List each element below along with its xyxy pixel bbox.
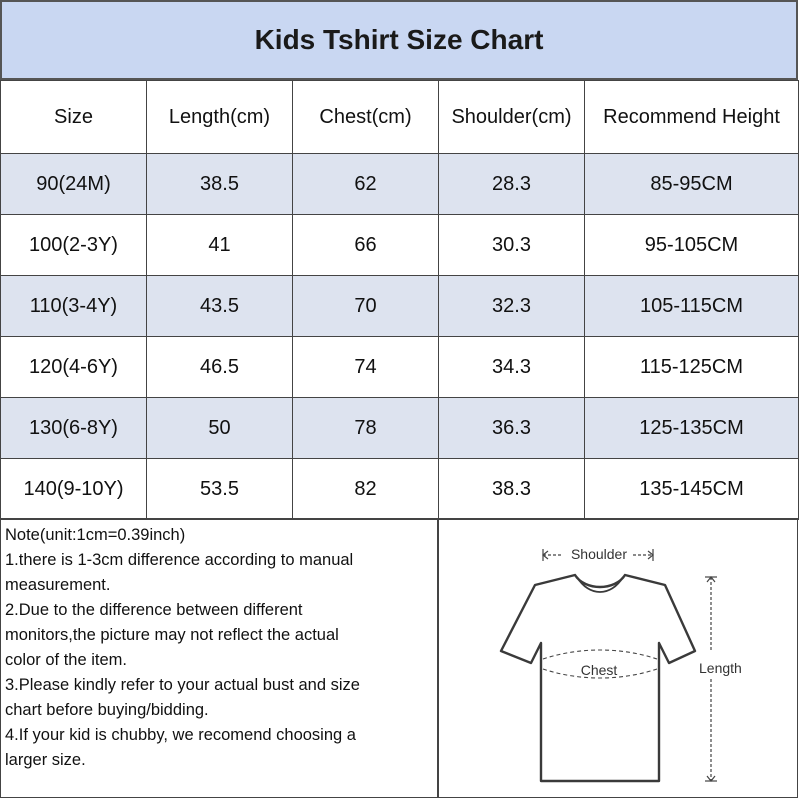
note-line: color of the item. [5,651,127,669]
cell-length: 50 [147,398,293,459]
note-line: measurement. [5,576,111,594]
header-chest: Chest(cm) [293,81,439,154]
cell-height: 85-95CM [585,154,799,215]
notes-heading: Note(unit:1cm=0.39inch) [5,526,186,544]
table-row [1,337,799,398]
cell-size: 100(2-3Y) [1,215,147,276]
table-row [1,276,799,337]
cell-height: 95-105CM [585,215,799,276]
cell-shoulder: 32.3 [439,276,585,337]
cell-shoulder: 30.3 [439,215,585,276]
cell-length: 53.5 [147,459,293,520]
cell-length: 46.5 [147,337,293,398]
shoulder-label: Shoulder [570,546,628,562]
table-row [1,154,799,215]
cell-chest: 74 [293,337,439,398]
cell-length: 38.5 [147,154,293,215]
header-row [1,81,799,154]
cell-height: 105-115CM [585,276,799,337]
note-line: 3.Please kindly refer to your actual bust and size [5,676,360,694]
header-recommend-height: Recommend Height [585,81,799,154]
cell-shoulder: 38.3 [439,459,585,520]
cell-shoulder: 34.3 [439,337,585,398]
note-line: chart before buying/bidding. [5,701,209,719]
cell-chest: 82 [293,459,439,520]
notes-panel [0,518,438,798]
table-row [1,398,799,459]
cell-chest: 62 [293,154,439,215]
cell-shoulder: 36.3 [439,398,585,459]
note-line: 1.there is 1-3cm difference according to manual [5,551,354,569]
cell-chest: 66 [293,215,439,276]
cell-height: 125-135CM [585,398,799,459]
chest-label: Chest [580,662,618,678]
chart-title: Kids Tshirt Size Chart [0,0,798,80]
tshirt-diagram [438,518,798,798]
tshirt-outline [501,575,695,781]
cell-shoulder: 28.3 [439,154,585,215]
cell-chest: 78 [293,398,439,459]
cell-height: 115-125CM [585,337,799,398]
header-length: Length(cm) [147,81,293,154]
table-row [1,215,799,276]
cell-size: 90(24M) [1,154,147,215]
cell-height: 135-145CM [585,459,799,520]
cell-size: 110(3-4Y) [1,276,147,337]
note-line: larger size. [5,751,86,769]
note-line: monitors,the picture may not reflect the actual [5,626,339,644]
table-row [1,459,799,520]
length-measure [705,577,717,781]
header-size: Size [1,81,147,154]
note-line: 4.If your kid is chubby, we recomend choosing a [5,726,356,744]
cell-size: 120(4-6Y) [1,337,147,398]
header-shoulder: Shoulder(cm) [439,81,585,154]
cell-length: 43.5 [147,276,293,337]
tshirt-illustration [439,519,797,797]
size-table [0,80,799,520]
cell-chest: 70 [293,276,439,337]
length-label: Length [699,660,742,676]
cell-size: 140(9-10Y) [1,459,147,520]
cell-length: 41 [147,215,293,276]
cell-size: 130(6-8Y) [1,398,147,459]
note-line: 2.Due to the difference between different [5,601,303,619]
